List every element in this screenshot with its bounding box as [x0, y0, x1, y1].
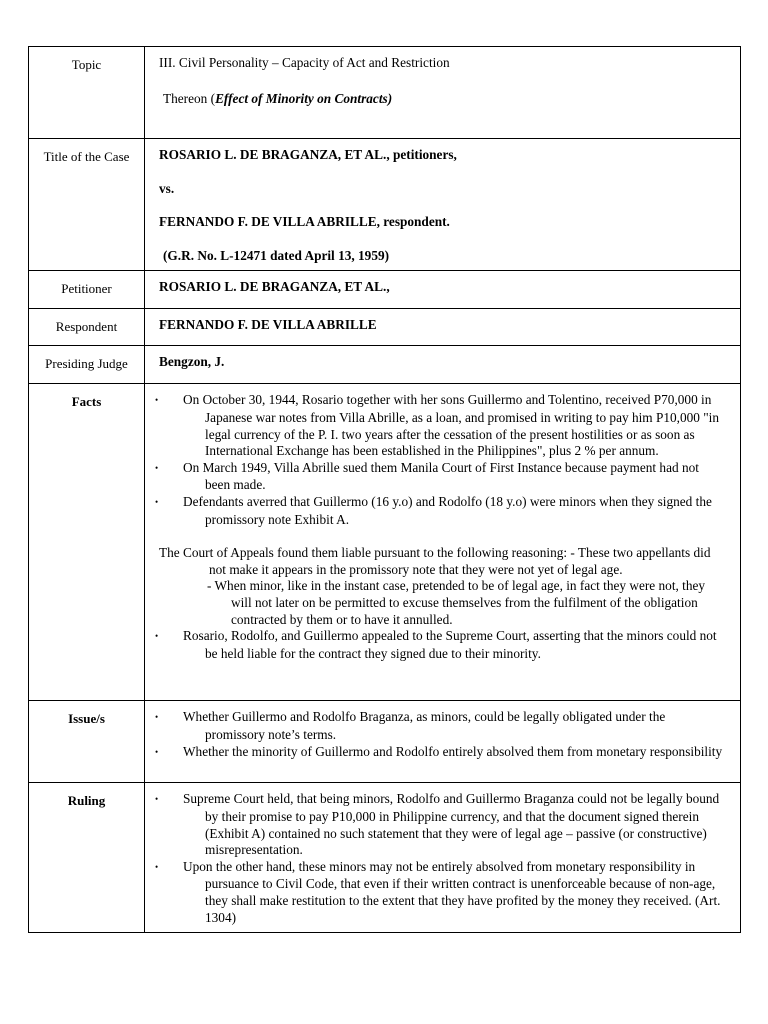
ruling-bullet: • Upon the other hand, these minors may not be entirely absolved from monetary responsibility in pursuance to Civil Code, that even if their written contract is unenforceable because of non-age, they shall make restitution to the extent that they have profited by the money they received. (Art. 1304): [159, 859, 726, 926]
issue-bullet: • Whether Guillermo and Rodolfo Braganza, as minors, could be legally obligated under the promissory note’s terms.: [159, 709, 726, 743]
facts-bullet-list: [159, 392, 726, 528]
row-respondent: [29, 309, 741, 346]
row-title: [29, 139, 741, 271]
topic-line-2-prefix: Thereon (: [163, 90, 216, 106]
value-topic: [145, 47, 741, 139]
value-respondent: FERNANDO F. DE VILLA ABRILLE: [145, 309, 741, 346]
row-issues: [29, 701, 741, 783]
issue-bullet: • Whether the minority of Guillermo and Rodolfo entirely absolved them from monetary responsibility: [159, 744, 726, 762]
row-ruling: [29, 783, 741, 933]
facts-bullet: • On March 1949, Villa Abrille sued them Manila Court of First Instance because payment had not been made.: [159, 460, 726, 494]
row-judge: [29, 346, 741, 384]
issues-bullet-list: [159, 709, 726, 761]
label-respondent: Respondent: [29, 309, 145, 346]
value-petitioner: ROSARIO L. DE BRAGANZA, ET AL.,: [145, 271, 741, 309]
facts-appeals-dash-item: - When minor, like in the instant case, pretended to be of legal age, in fact they were not, they will not later on be permitted to excuse themselves from the fulfilment of the obligation contracted by them or to have it annulled.: [207, 578, 706, 627]
title-vs: vs.: [159, 180, 175, 196]
topic-line-1: III. Civil Personality – Capacity of Act and Restriction: [159, 55, 450, 70]
row-petitioner: [29, 271, 741, 309]
title-gr-number: (G.R. No. L-12471 dated April 13, 1959): [163, 247, 390, 263]
title-respondent: FERNANDO F. DE VILLA ABRILLE, respondent.: [159, 214, 450, 230]
label-topic: Topic: [29, 47, 145, 139]
topic-line-2: [159, 91, 726, 108]
value-presiding-judge: Bengzon, J.: [145, 346, 741, 384]
topic-line-2-italic: Effect of Minority on Contracts): [215, 90, 393, 106]
facts-final-list: [159, 628, 726, 662]
value-title: [145, 139, 741, 271]
label-presiding-judge: Presiding Judge: [29, 346, 145, 384]
case-digest-table: [28, 46, 741, 933]
label-petitioner: Petitioner: [29, 271, 145, 309]
value-facts: [145, 384, 741, 701]
label-facts: Facts: [29, 384, 145, 701]
row-topic: [29, 47, 741, 139]
title-petitioners: ROSARIO L. DE BRAGANZA, ET AL., petitioners,: [159, 147, 457, 162]
ruling-bullet-list: [159, 791, 726, 926]
label-ruling: Ruling: [29, 783, 145, 933]
facts-appeals-paragraph: The Court of Appeals found them liable pursuant to the following reasoning: - These two appellants did not make it appears in the promissory note that they were not yet of legal age.: [159, 545, 711, 577]
row-facts: [29, 384, 741, 701]
value-ruling: [145, 783, 741, 933]
ruling-bullet: • Supreme Court held, that being minors, Rodolfo and Guillermo Braganza could not be legally bound by their promise to pay P10,000 in Philippine currency, and that the document signed therein (Exhibit A) contained no such statement that they were of legal age – passive (or constructive) misrepresentation.: [159, 791, 726, 858]
facts-bullet: • On October 30, 1944, Rosario together with her sons Guillermo and Tolentino, received P70,000 in Japanese war notes from Villa Abrille, as a loan, and promised in writing to pay him P10,000 "in legal currency of the P. I. two years after the cessation of the present hostilities or as soon as International Exchange has been established in the Philippines", plus 2 % per annum.: [159, 392, 726, 459]
facts-bullet: • Defendants averred that Guillermo (16 y.o) and Rodolfo (18 y.o) were minors when they signed the promissory note Exhibit A.: [159, 494, 726, 528]
label-title: Title of the Case: [29, 139, 145, 271]
label-issues: Issue/s: [29, 701, 145, 783]
value-issues: [145, 701, 741, 783]
facts-final-bullet: • Rosario, Rodolfo, and Guillermo appealed to the Supreme Court, asserting that the minors could not be held liable for the contract they signed due to their minority.: [159, 628, 726, 662]
